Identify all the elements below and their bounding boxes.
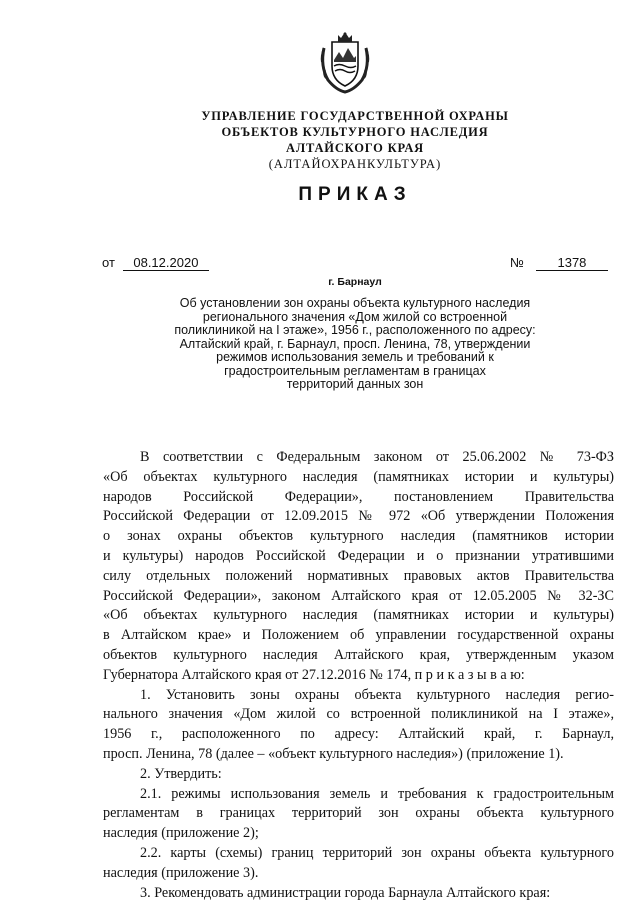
body-line: нального значения «Дом жилой со встроенной поликлиникой на I этаже», [103, 706, 614, 723]
subject-line: поликлиникой на I этаже», 1956 г., расположенного по адресу: [174, 323, 536, 337]
body-line: 2.1. режимы использования земель и требования к градостроительным [140, 785, 614, 802]
org-short-name: (АЛТАЙОХРАНКУЛЬТУРА) [268, 157, 442, 171]
body-line: народов Российской Федерации», постановлением Правительства [103, 488, 614, 505]
body-line: Российской Федерации», законом Алтайского края от 12.05.2005 № 32-ЗС [103, 587, 614, 604]
body-line: Российской Федерации от 12.09.2015 № 972 «Об утверждении Положения [103, 508, 614, 525]
body-line: «Об объектах культурного наследия (памятниках истории и культуры) [103, 468, 614, 485]
subject-line: режимов использования земель и требований к [216, 350, 494, 364]
body-line: «Об объектах культурного наследия (памятниках истории и культуры) [103, 607, 614, 624]
org-line: АЛТАЙСКОГО КРАЯ [286, 141, 424, 155]
body-line: 3. Рекомендовать администрации города Барнаула Алтайского края: [140, 884, 551, 901]
organization-name [150, 108, 560, 172]
order-date [102, 255, 209, 271]
body-line: 1956 г., расположенного по адресу: Алтайский край, г. Барнаул, [103, 726, 614, 743]
body-line: Губернатора Алтайского края от 27.12.2016 № 174, п р и к а з ы в а ю: [103, 666, 525, 683]
body-line: о зонах охраны объектов культурного наследия (памятников истории [103, 528, 614, 545]
order-subject [130, 297, 580, 392]
org-line: УПРАВЛЕНИЕ ГОСУДАРСТВЕННОЙ ОХРАНЫ [201, 109, 509, 123]
subject-line: регионального значения «Дом жилой со встроенной [202, 309, 508, 324]
body-line: регламентам в границах территорий зон охраны объекта культурного [103, 805, 614, 822]
date-value: 08.12.2020 [123, 255, 209, 271]
body-line: 2.2. карты (схемы) границ территорий зон охраны объекта культурного [140, 844, 614, 861]
subject-line: Алтайский край, г. Барнаул, просп. Ленина, 78, утверждении [179, 336, 531, 351]
number-prefix: № [510, 255, 524, 270]
city-label: г. Барнаул [328, 276, 382, 288]
body-line: объектов культурного наследия Алтайского края, утвержденным указом [103, 646, 614, 663]
coat-of-arms-icon [318, 30, 372, 94]
body-line: силу отдельных положений нормативных правовых актов Правительства [103, 567, 614, 584]
subject-line: градостроительным регламентам в границах [224, 363, 486, 378]
body-line: 2. Утвердить: [140, 765, 222, 782]
body-line: наследия (приложение 2); [103, 825, 259, 842]
body-line: 1. Установить зоны охраны объекта культурного наследия регио- [140, 686, 614, 703]
order-number [510, 255, 608, 271]
number-value: 1378 [536, 255, 608, 271]
subject-line: территорий данных зон [286, 377, 424, 391]
body-line: в Алтайском крае» и Положением об управлении государственной охраны [103, 627, 614, 644]
body-line: и культуры) народов Российской Федерации и о признании утратившими [103, 547, 614, 564]
document-type-title: ПРИКАЗ [298, 184, 412, 205]
body-line: просп. Ленина, 78 (далее – «объект культурного наследия») (приложение 1). [103, 745, 564, 762]
body-line: В соответствии с Федеральным законом от 25.06.2002 № 73-ФЗ [140, 449, 614, 465]
body-line: наследия (приложение 3). [103, 864, 259, 881]
date-prefix: от [102, 255, 115, 270]
subject-line: Об установлении зон охраны объекта культурного наследия [179, 296, 531, 310]
org-line: ОБЪЕКТОВ КУЛЬТУРНОГО НАСЛЕДИЯ [221, 125, 489, 139]
order-body [103, 448, 614, 903]
